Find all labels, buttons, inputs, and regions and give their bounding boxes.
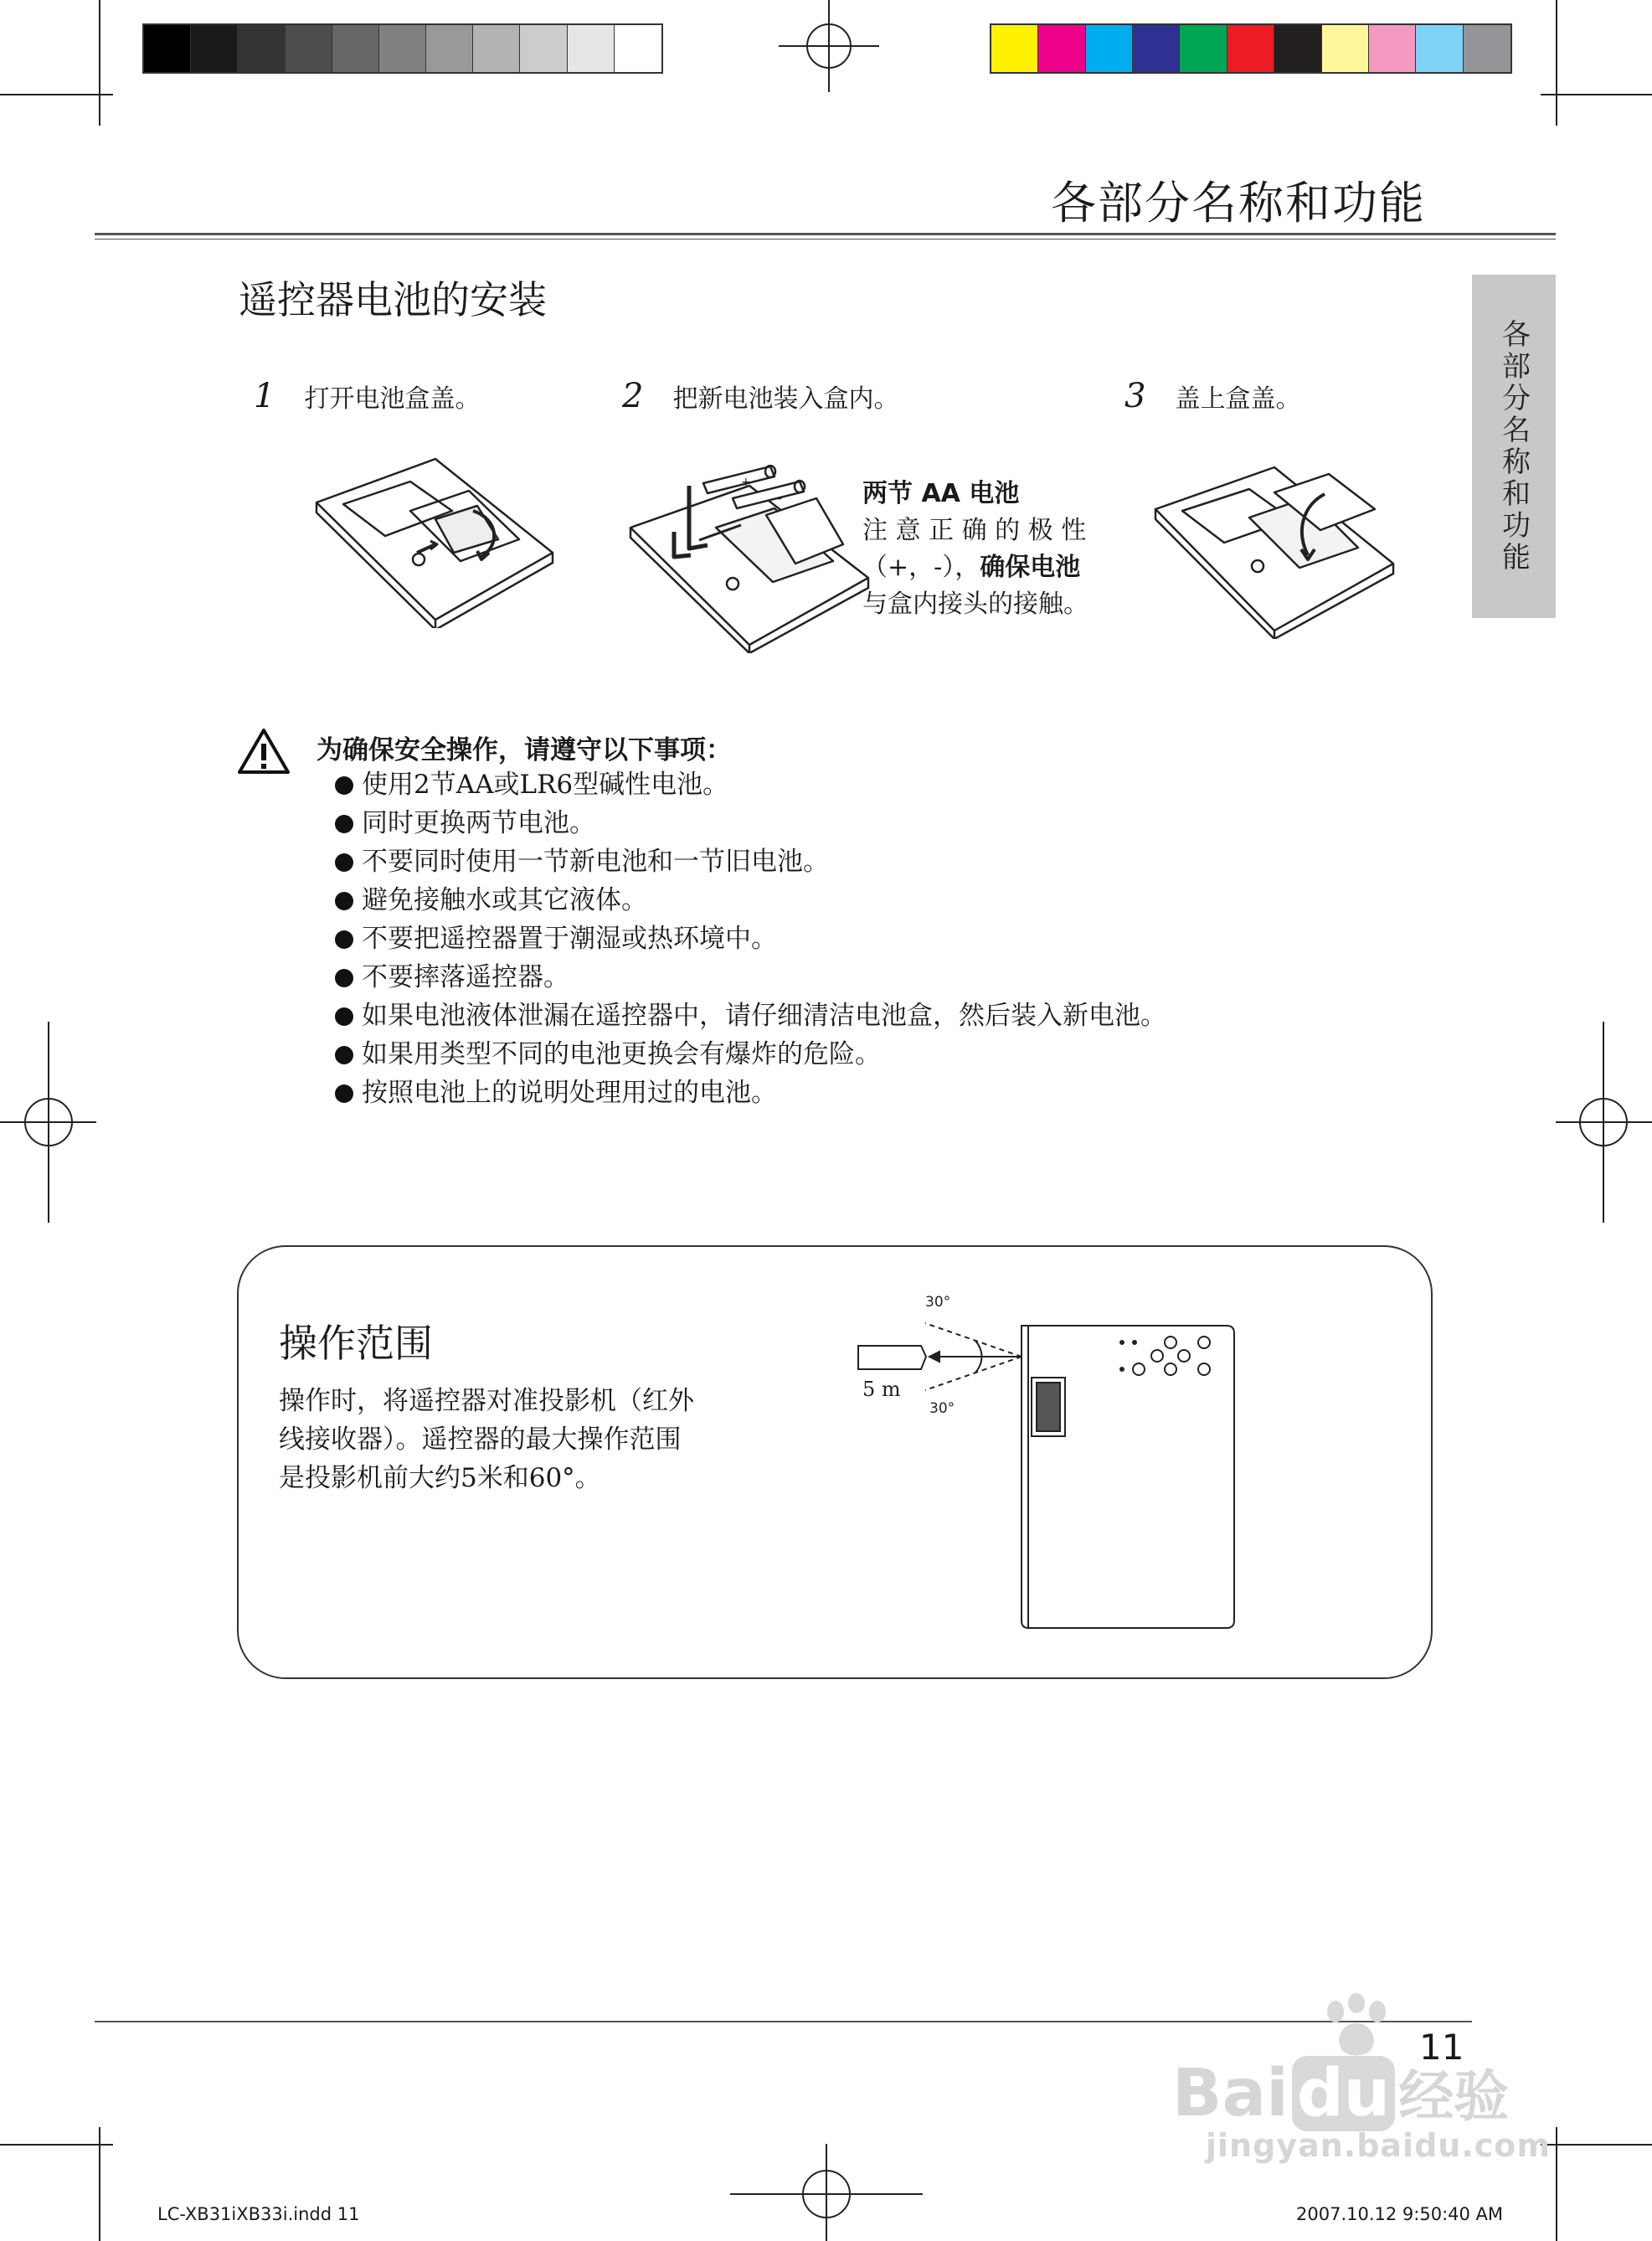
warning-item-text: 按照电池上的说明处理用过的电池。 [362,1078,777,1108]
distance-label: 5 m [862,1378,901,1401]
grayscale-swatch [144,25,191,72]
process-color-swatch [1416,25,1463,72]
battery-note-heading: 两节 AA 电池 [862,479,1020,508]
battery-section-title: 遥控器电池的安装 [239,277,547,322]
range-text-line: 线接收器）。遥控器的最大操作范围 [279,1424,682,1455]
watermark-brand-a: Bai [1172,2056,1289,2131]
battery-note-line2b: 确保电池 [980,553,1081,582]
footer-file: LC-XB31iXB33i.indd 11 [157,2204,360,2224]
warning-item-text: 同时更换两节电池。 [362,808,595,838]
warning-heading: 为确保安全操作，请遵守以下事项： [317,735,732,765]
header-rule-thin [95,239,1556,240]
paw-icon [1319,1993,1394,2060]
bullet-icon [335,1007,353,1026]
warning-item [335,804,1166,842]
remote-close-cover-illustration [1149,459,1400,639]
grayscale-color-bar [142,23,663,74]
step-text: 把新电池装入盒内。 [672,384,899,414]
process-color-swatch [1274,25,1321,72]
process-color-swatch [1369,25,1416,72]
bullet-icon [335,969,353,987]
warning-list [335,765,1166,1112]
warning-item-text: 不要同时使用一节新电池和一节旧电池。 [362,847,829,877]
step-number: 1 [254,377,275,415]
grayscale-swatch [238,25,285,72]
bullet-icon [335,853,353,872]
process-color-swatch [1180,25,1227,72]
battery-minus-label: − [773,492,783,506]
grayscale-swatch [615,25,661,72]
range-description [279,1382,694,1497]
process-color-swatch [1133,25,1180,72]
step-text: 打开电池盒盖。 [304,384,481,414]
step-text: 盖上盒盖。 [1175,384,1301,414]
registration-mark-bottom [730,2144,923,2241]
warning-item [335,920,1166,958]
watermark-url: jingyan.baidu.com [1206,2127,1551,2164]
process-color-swatch [1038,25,1085,72]
warning-item [335,1035,1166,1074]
step-1 [254,377,481,415]
watermark-brand-b: du [1292,2056,1395,2131]
battery-note-line1: 注 意 正 确 的 极 性 [862,516,1087,545]
step-number: 2 [622,377,644,415]
warning-item [335,1074,1166,1112]
battery-note-line3: 与盒内接头的接触。 [862,590,1088,619]
process-color-swatch [1227,25,1274,72]
angle-bottom-label: 30° [929,1400,955,1417]
warning-item-text: 避免接触水或其它液体。 [362,885,647,915]
step-number: 3 [1124,377,1146,415]
warning-item-text: 使用2节AA或LR6型碱性电池。 [362,770,729,800]
watermark-brand-c: 经验 [1398,2064,1510,2129]
battery-note-line2a: （+，-）， [862,553,980,582]
registration-mark-top [779,0,879,92]
remote-insert-batteries-illustration [624,465,875,653]
grayscale-swatch [426,25,473,72]
warning-item-text: 如果用类型不同的电池更换会有爆炸的危险。 [362,1039,881,1069]
grayscale-swatch [286,25,332,72]
grayscale-swatch [520,25,567,72]
header-rule [95,233,1556,235]
warning-item [335,881,1166,920]
warning-item [335,958,1166,997]
bullet-icon [335,1046,353,1064]
battery-note [862,476,1088,623]
remote-open-cover-illustration [310,452,561,628]
warning-item-text: 如果电池液体泄漏在遥控器中，请仔细清洁电池盒，然后装入新电池。 [362,1001,1166,1031]
warning-item [335,997,1166,1035]
bullet-icon [335,776,353,795]
grayscale-swatch [473,25,520,72]
page-header-title: 各部分名称和功能 [1051,177,1426,229]
warning-item [335,765,1166,804]
warning-item [335,842,1166,881]
side-tab [1472,275,1556,618]
process-color-bar [990,23,1512,74]
bullet-icon [335,1084,353,1103]
process-color-swatch [1464,25,1510,72]
warning-item-text: 不要摔落遥控器。 [362,962,569,992]
step-3 [1124,377,1301,415]
warning-item-text: 不要把遥控器置于潮湿或热环境中。 [362,924,777,954]
range-title: 操作范围 [279,1321,433,1366]
baidu-watermark [1172,1993,1566,2164]
grayscale-swatch [379,25,426,72]
operating-range-diagram [846,1285,1239,1637]
registration-mark-left [0,1022,96,1223]
bullet-icon [335,815,353,833]
step-2 [622,377,899,415]
angle-top-label: 30° [925,1294,951,1311]
page-number: 11 [1419,2027,1464,2068]
warning-triangle-icon [236,727,291,775]
grayscale-swatch [568,25,615,72]
registration-mark-right [1556,1022,1652,1223]
side-tab-label: 各部分名称和功能 [1496,319,1531,574]
process-color-swatch [1086,25,1133,72]
grayscale-swatch [332,25,379,72]
bullet-icon [335,930,353,949]
battery-plus-label: + [741,476,751,489]
range-text-line: 操作时，将遥控器对准投影机（红外 [279,1386,694,1416]
process-color-swatch [991,25,1038,72]
range-text-line: 是投影机前大约5米和60°。 [279,1463,601,1493]
bullet-icon [335,892,353,910]
process-color-swatch [1322,25,1369,72]
grayscale-swatch [191,25,238,72]
footer-timestamp: 2007.10.12 9:50:40 AM [1296,2204,1504,2224]
